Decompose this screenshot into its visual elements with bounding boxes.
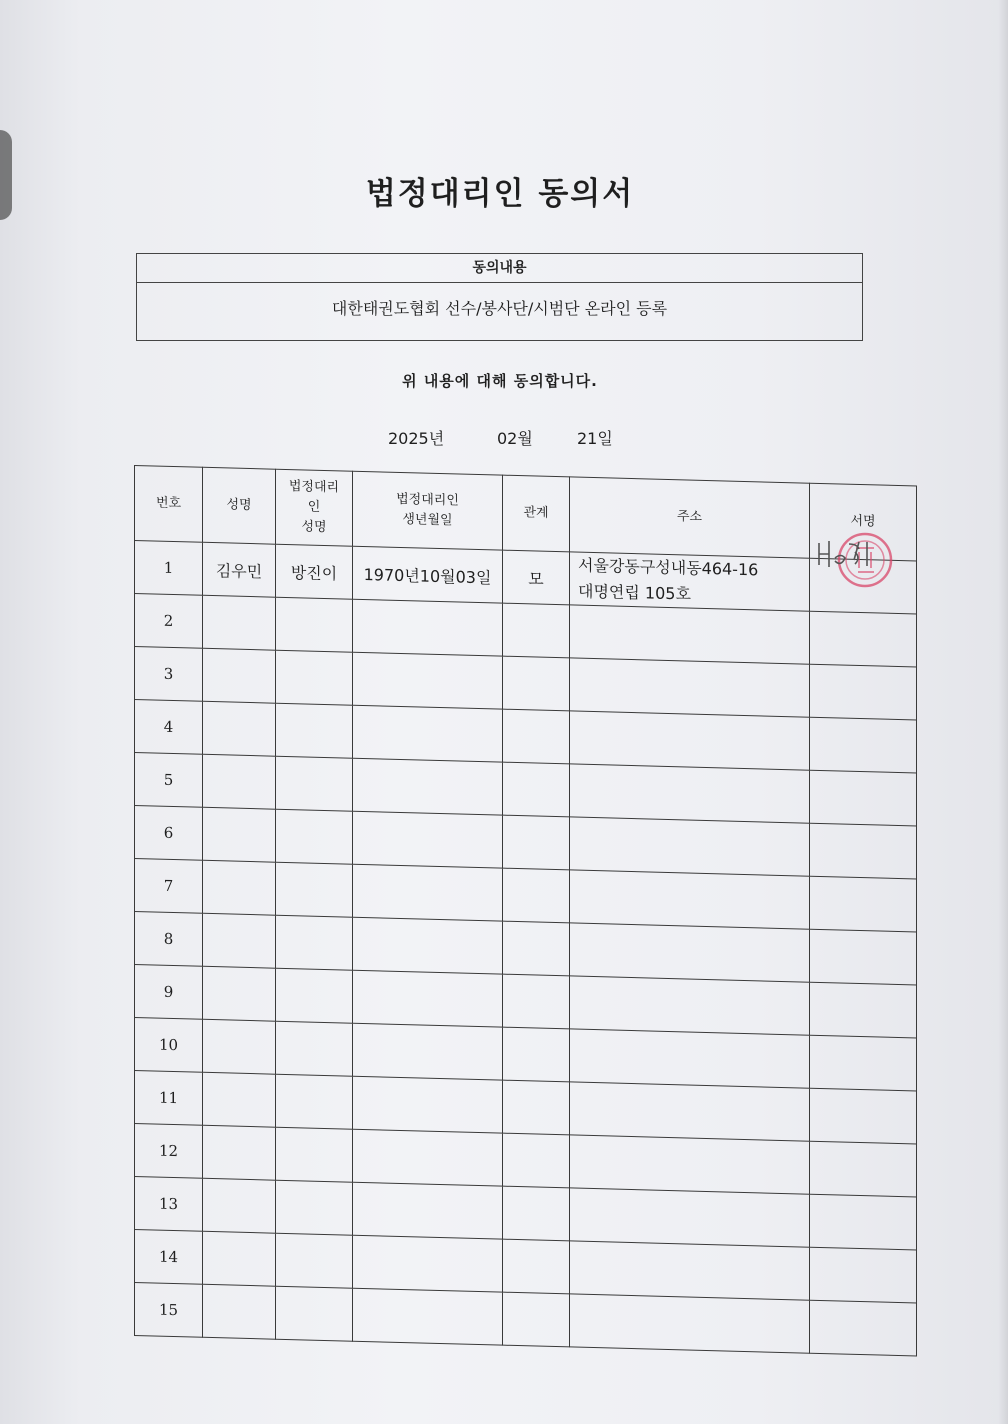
registration-table [134, 465, 917, 1357]
empty-cell [810, 1088, 917, 1144]
empty-cell [503, 1239, 570, 1294]
header-guardian-name-line3: 성명 [301, 519, 327, 536]
empty-cell [353, 811, 503, 868]
empty-cell [353, 1288, 503, 1345]
row-number: 8 [135, 912, 203, 967]
seal-stamp-inner [846, 541, 884, 579]
empty-cell [353, 917, 503, 974]
empty-cell [503, 603, 570, 658]
empty-cell [203, 595, 276, 650]
empty-cell [276, 597, 353, 652]
empty-cell [810, 1141, 917, 1197]
empty-cell [810, 1194, 917, 1250]
header-guardian-name-line1: 법정대리 [288, 479, 340, 496]
empty-cell [503, 868, 570, 923]
empty-cell [810, 876, 917, 932]
row-number: 10 [135, 1018, 203, 1073]
row-number: 15 [135, 1283, 203, 1338]
empty-cell [570, 711, 810, 770]
handwritten-signature-part1 [819, 541, 845, 567]
date-year: 2025년 [388, 429, 445, 448]
row-number: 9 [135, 965, 203, 1020]
paper-edge [998, 0, 1008, 1424]
empty-cell [570, 764, 810, 823]
row-number: 12 [135, 1124, 203, 1179]
empty-cell [503, 1133, 570, 1188]
empty-cell [353, 970, 503, 1027]
empty-cell [353, 864, 503, 921]
header-guardian-birth [353, 471, 503, 550]
header-signature: 서명 [810, 483, 917, 561]
header-no: 번호 [135, 466, 203, 543]
header-guardian-name-line2: 인 [307, 499, 321, 515]
row-guardian-name: 방진이 [276, 544, 353, 599]
empty-cell [203, 754, 276, 809]
empty-cell [570, 1082, 810, 1141]
empty-cell [353, 652, 503, 709]
empty-cell [810, 717, 917, 773]
empty-cell [503, 1080, 570, 1135]
header-guardian-birth-line1: 법정대리인 [396, 491, 459, 509]
empty-cell [353, 1182, 503, 1239]
empty-cell [353, 599, 503, 656]
empty-cell [276, 1021, 353, 1076]
row-address-line2: 대명연립 105호 [578, 581, 691, 604]
empty-cell [353, 1076, 503, 1133]
empty-cell [203, 807, 276, 862]
empty-cell [570, 605, 810, 664]
row-number: 13 [135, 1177, 203, 1232]
empty-cell [810, 664, 917, 720]
empty-cell [570, 870, 810, 929]
empty-cell [503, 762, 570, 817]
empty-cell [276, 1233, 353, 1288]
empty-cell [503, 1186, 570, 1241]
row-guardian-birth: 1970년10월03일 [353, 546, 503, 603]
empty-cell [810, 1300, 917, 1356]
row-name: 김우민 [203, 542, 276, 597]
empty-cell [276, 756, 353, 811]
empty-cell [276, 703, 353, 758]
empty-cell [503, 921, 570, 976]
empty-cell [276, 1127, 353, 1182]
date-month: 02월 [497, 429, 533, 448]
header-relation: 관계 [503, 475, 570, 552]
empty-cell [276, 650, 353, 705]
row-number: 11 [135, 1071, 203, 1126]
empty-cell [353, 1235, 503, 1292]
empty-cell [276, 915, 353, 970]
empty-cell [503, 656, 570, 711]
empty-cell [810, 823, 917, 879]
consent-content-box [136, 253, 863, 341]
empty-cell [810, 1035, 917, 1091]
empty-cell [203, 860, 276, 915]
empty-cell [203, 1284, 276, 1339]
header-guardian-name [276, 469, 353, 546]
empty-cell [203, 966, 276, 1021]
empty-cell [353, 705, 503, 762]
agreement-statement: 위 내용에 대해 동의합니다. [402, 372, 598, 390]
empty-cell [810, 770, 917, 826]
empty-cell [570, 1241, 810, 1300]
empty-cell [810, 929, 917, 985]
empty-cell [353, 758, 503, 815]
empty-cell [203, 1019, 276, 1074]
empty-cell [276, 862, 353, 917]
empty-cell [276, 1286, 353, 1341]
empty-cell [503, 974, 570, 1029]
empty-cell [810, 982, 917, 1038]
header-name: 성명 [203, 467, 276, 544]
row-address-line1: 서울강동구성내동464-16 [578, 555, 759, 580]
empty-cell [503, 815, 570, 870]
row-number: 2 [135, 594, 203, 649]
empty-cell [570, 923, 810, 982]
empty-cell [276, 809, 353, 864]
empty-cell [203, 1125, 276, 1180]
empty-cell [276, 968, 353, 1023]
consent-content: 대한태권도협회 선수/봉사단/시범단 온라인 등록 [331, 299, 668, 318]
empty-cell [276, 1180, 353, 1235]
row-number: 3 [135, 647, 203, 702]
empty-cell [570, 817, 810, 876]
empty-cell [203, 1178, 276, 1233]
empty-cell [570, 658, 810, 717]
empty-cell [203, 1072, 276, 1127]
empty-cell [353, 1023, 503, 1080]
signature-with-seal [815, 528, 895, 588]
empty-cell [810, 1247, 917, 1303]
empty-cell [276, 1074, 353, 1129]
date-day: 21일 [577, 429, 613, 448]
consent-header: 동의내용 [137, 254, 862, 283]
row-number: 5 [135, 753, 203, 808]
row-number: 4 [135, 700, 203, 755]
row-number: 1 [135, 541, 203, 596]
empty-cell [503, 709, 570, 764]
row-number: 14 [135, 1230, 203, 1285]
document-title: 법정대리인 동의서 [365, 176, 635, 212]
empty-cell [203, 701, 276, 756]
empty-cell [570, 1294, 810, 1353]
empty-cell [203, 913, 276, 968]
empty-cell [503, 1027, 570, 1082]
seal-stamp-outer [839, 534, 891, 586]
row-relation: 모 [503, 550, 570, 605]
empty-cell [203, 648, 276, 703]
seal-stamp-mark [856, 548, 874, 572]
empty-cell [570, 1135, 810, 1194]
empty-cell [503, 1292, 570, 1347]
row-address [570, 552, 810, 611]
empty-cell [810, 611, 917, 667]
empty-cell [570, 1029, 810, 1088]
empty-cell [570, 976, 810, 1035]
empty-cell [570, 1188, 810, 1247]
header-address: 주소 [570, 477, 810, 558]
empty-cell [353, 1129, 503, 1186]
header-guardian-birth-line2: 생년월일 [402, 512, 453, 529]
empty-cell [203, 1231, 276, 1286]
row-number: 6 [135, 806, 203, 861]
row-number: 7 [135, 859, 203, 914]
